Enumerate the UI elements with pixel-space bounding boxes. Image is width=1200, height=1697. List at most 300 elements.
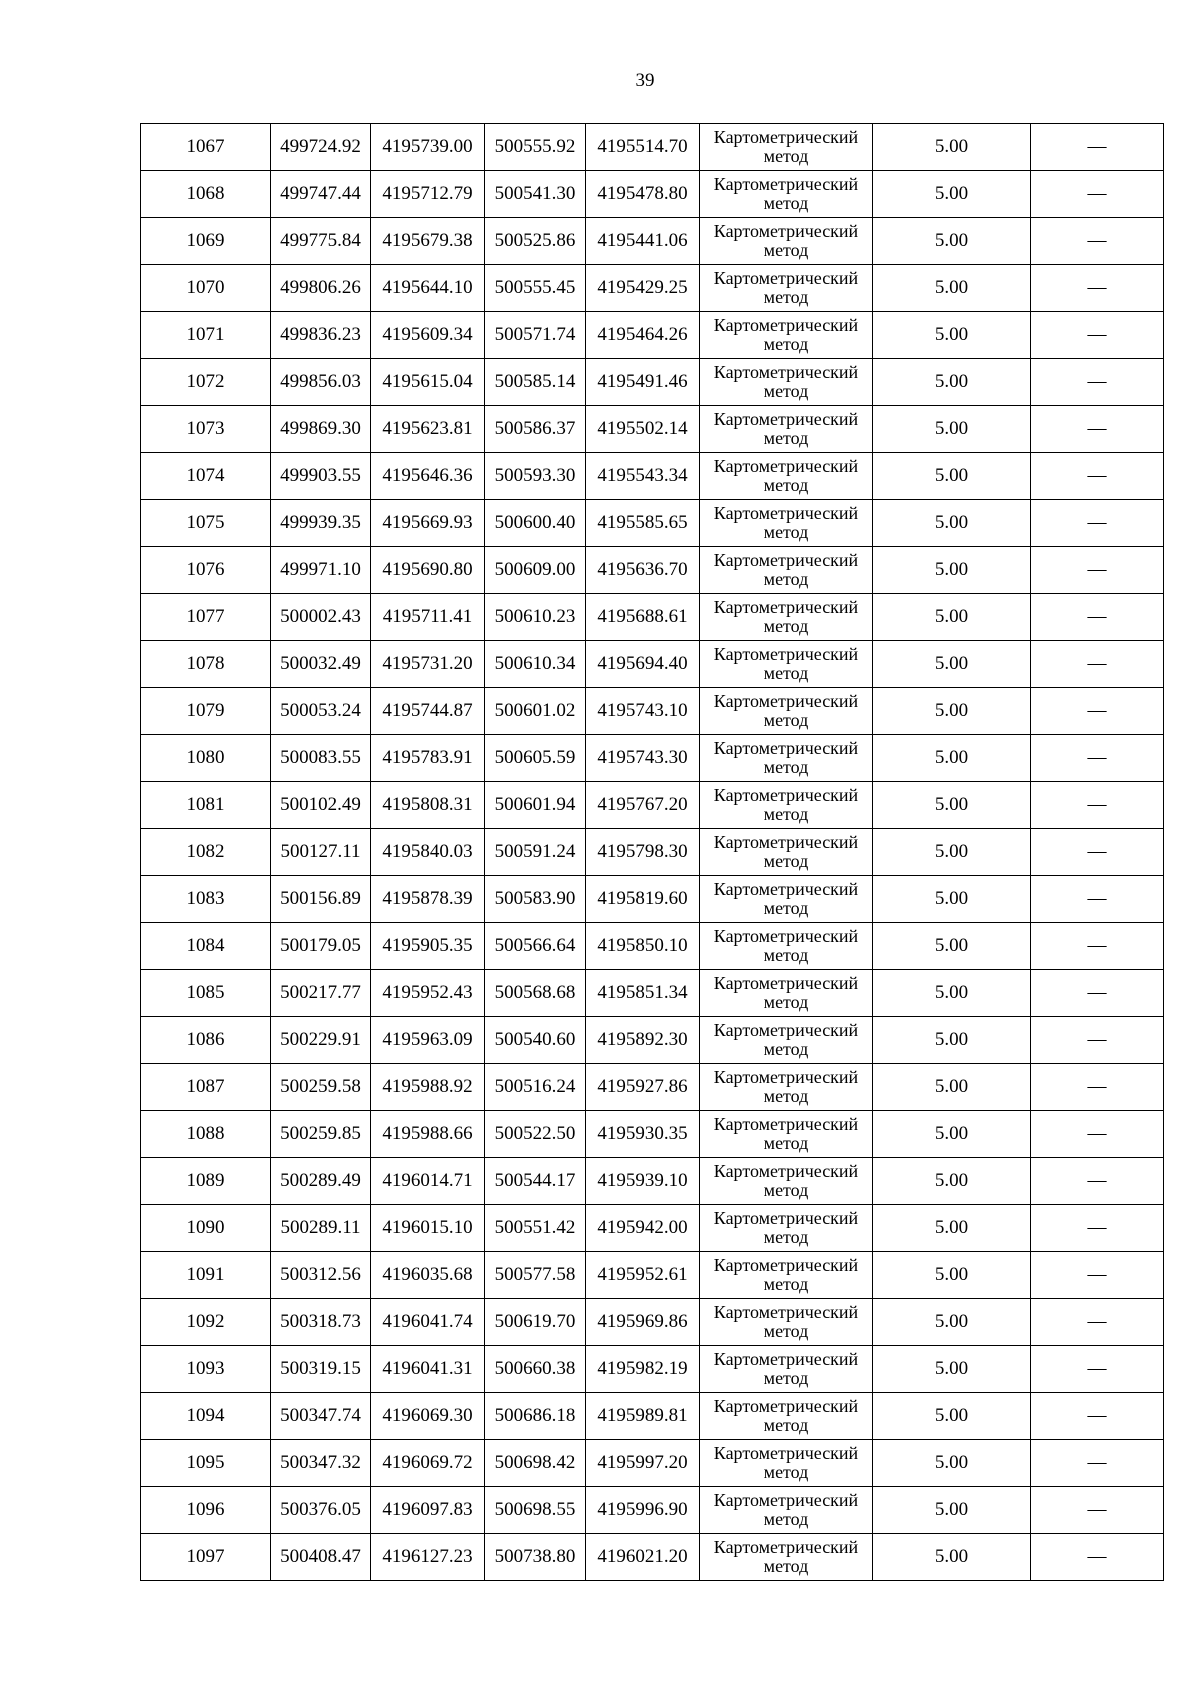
y1-cell: 4195712.79 — [371, 171, 485, 218]
method-cell — [700, 1017, 873, 1064]
method-cell — [700, 970, 873, 1017]
x1-cell: 500318.73 — [271, 1299, 371, 1346]
y2-cell: 4195939.10 — [586, 1158, 700, 1205]
accuracy-cell: 5.00 — [873, 1393, 1031, 1440]
note-cell: — — [1031, 453, 1164, 500]
x1-cell: 499836.23 — [271, 312, 371, 359]
table-row — [141, 453, 1164, 500]
accuracy-cell: 5.00 — [873, 876, 1031, 923]
note-cell: — — [1031, 1440, 1164, 1487]
method-cell — [700, 1111, 873, 1158]
accuracy-cell: 5.00 — [873, 1440, 1031, 1487]
accuracy-cell: 5.00 — [873, 171, 1031, 218]
x2-cell: 500619.70 — [485, 1299, 586, 1346]
x2-cell: 500605.59 — [485, 735, 586, 782]
x2-cell: 500600.40 — [485, 500, 586, 547]
y1-cell: 4195609.34 — [371, 312, 485, 359]
table-row — [141, 923, 1164, 970]
method-line-1: Картометрический — [713, 832, 859, 852]
method-cell — [700, 1534, 873, 1581]
method-line-1: Картометрический — [713, 879, 859, 899]
method-cell — [700, 876, 873, 923]
note-cell: — — [1031, 688, 1164, 735]
method-cell — [700, 1205, 873, 1252]
method-line-1: Картометрический — [713, 1537, 859, 1557]
note-cell: — — [1031, 923, 1164, 970]
y1-cell: 4196069.30 — [371, 1393, 485, 1440]
method-line-1: Картометрический — [713, 785, 859, 805]
x1-cell: 499724.92 — [271, 124, 371, 171]
point-number-cell: 1094 — [141, 1393, 271, 1440]
x2-cell: 500522.50 — [485, 1111, 586, 1158]
x1-cell: 500408.47 — [271, 1534, 371, 1581]
method-cell — [700, 735, 873, 782]
method-line-2: метод — [763, 193, 809, 213]
accuracy-cell: 5.00 — [873, 688, 1031, 735]
y1-cell: 4195878.39 — [371, 876, 485, 923]
method-line-2: метод — [763, 1462, 809, 1482]
method-cell — [700, 1393, 873, 1440]
accuracy-cell: 5.00 — [873, 312, 1031, 359]
x2-cell: 500585.14 — [485, 359, 586, 406]
y1-cell: 4196097.83 — [371, 1487, 485, 1534]
y2-cell: 4195743.10 — [586, 688, 700, 735]
y2-cell: 4195798.30 — [586, 829, 700, 876]
table-row — [141, 876, 1164, 923]
accuracy-cell: 5.00 — [873, 406, 1031, 453]
x1-cell: 500289.11 — [271, 1205, 371, 1252]
note-cell: — — [1031, 1252, 1164, 1299]
y2-cell: 4195514.70 — [586, 124, 700, 171]
x2-cell: 500555.92 — [485, 124, 586, 171]
x2-cell: 500525.86 — [485, 218, 586, 265]
table-row — [141, 1299, 1164, 1346]
method-line-1: Картометрический — [713, 315, 859, 335]
point-number-cell: 1075 — [141, 500, 271, 547]
point-number-cell: 1082 — [141, 829, 271, 876]
y1-cell: 4195963.09 — [371, 1017, 485, 1064]
method-cell — [700, 124, 873, 171]
y1-cell: 4196035.68 — [371, 1252, 485, 1299]
point-number-cell: 1084 — [141, 923, 271, 970]
point-number-cell: 1093 — [141, 1346, 271, 1393]
point-number-cell: 1085 — [141, 970, 271, 1017]
point-number-cell: 1069 — [141, 218, 271, 265]
method-line-2: метод — [763, 1086, 809, 1106]
method-line-2: метод — [763, 428, 809, 448]
x2-cell: 500698.42 — [485, 1440, 586, 1487]
table-row — [141, 359, 1164, 406]
point-number-cell: 1086 — [141, 1017, 271, 1064]
table-row — [141, 1205, 1164, 1252]
table-row — [141, 312, 1164, 359]
x2-cell: 500555.45 — [485, 265, 586, 312]
accuracy-cell: 5.00 — [873, 500, 1031, 547]
method-line-2: метод — [763, 240, 809, 260]
y2-cell: 4195464.26 — [586, 312, 700, 359]
y2-cell: 4195982.19 — [586, 1346, 700, 1393]
y2-cell: 4195892.30 — [586, 1017, 700, 1064]
method-line-2: метод — [763, 569, 809, 589]
point-number-cell: 1079 — [141, 688, 271, 735]
y1-cell: 4196014.71 — [371, 1158, 485, 1205]
x2-cell: 500540.60 — [485, 1017, 586, 1064]
y2-cell: 4195767.20 — [586, 782, 700, 829]
point-number-cell: 1081 — [141, 782, 271, 829]
method-cell — [700, 547, 873, 594]
method-cell — [700, 782, 873, 829]
method-cell — [700, 312, 873, 359]
accuracy-cell: 5.00 — [873, 1299, 1031, 1346]
x2-cell: 500660.38 — [485, 1346, 586, 1393]
method-line-1: Картометрический — [713, 1396, 859, 1416]
y2-cell: 4195491.46 — [586, 359, 700, 406]
y2-cell: 4195819.60 — [586, 876, 700, 923]
note-cell: — — [1031, 312, 1164, 359]
accuracy-cell: 5.00 — [873, 124, 1031, 171]
table-row — [141, 594, 1164, 641]
y2-cell: 4195743.30 — [586, 735, 700, 782]
y1-cell: 4195988.92 — [371, 1064, 485, 1111]
table-row — [141, 782, 1164, 829]
method-cell — [700, 218, 873, 265]
y1-cell: 4195679.38 — [371, 218, 485, 265]
accuracy-cell: 5.00 — [873, 547, 1031, 594]
method-line-1: Картометрический — [713, 127, 859, 147]
method-cell — [700, 594, 873, 641]
method-line-2: метод — [763, 1556, 809, 1576]
method-cell — [700, 1487, 873, 1534]
table-row — [141, 735, 1164, 782]
x1-cell: 500102.49 — [271, 782, 371, 829]
y1-cell: 4195744.87 — [371, 688, 485, 735]
y1-cell: 4195711.41 — [371, 594, 485, 641]
accuracy-cell: 5.00 — [873, 970, 1031, 1017]
method-cell — [700, 265, 873, 312]
x1-cell: 500319.15 — [271, 1346, 371, 1393]
point-number-cell: 1078 — [141, 641, 271, 688]
method-line-2: метод — [763, 616, 809, 636]
method-line-2: метод — [763, 1039, 809, 1059]
accuracy-cell: 5.00 — [873, 782, 1031, 829]
point-number-cell: 1071 — [141, 312, 271, 359]
accuracy-cell: 5.00 — [873, 1017, 1031, 1064]
x2-cell: 500609.00 — [485, 547, 586, 594]
table-row — [141, 829, 1164, 876]
x1-cell: 500032.49 — [271, 641, 371, 688]
note-cell: — — [1031, 970, 1164, 1017]
x1-cell: 500053.24 — [271, 688, 371, 735]
accuracy-cell: 5.00 — [873, 1205, 1031, 1252]
method-line-2: метод — [763, 146, 809, 166]
method-line-2: метод — [763, 663, 809, 683]
x1-cell: 499939.35 — [271, 500, 371, 547]
point-number-cell: 1097 — [141, 1534, 271, 1581]
method-line-2: метод — [763, 1368, 809, 1388]
method-line-2: метод — [763, 1509, 809, 1529]
y1-cell: 4195952.43 — [371, 970, 485, 1017]
x1-cell: 500229.91 — [271, 1017, 371, 1064]
table-row — [141, 641, 1164, 688]
note-cell: — — [1031, 1017, 1164, 1064]
method-line-2: метод — [763, 287, 809, 307]
method-line-1: Картометрический — [713, 1255, 859, 1275]
point-number-cell: 1077 — [141, 594, 271, 641]
method-line-1: Картометрический — [713, 456, 859, 476]
note-cell: — — [1031, 1111, 1164, 1158]
note-cell: — — [1031, 594, 1164, 641]
x1-cell: 500179.05 — [271, 923, 371, 970]
y2-cell: 4195694.40 — [586, 641, 700, 688]
point-number-cell: 1070 — [141, 265, 271, 312]
accuracy-cell: 5.00 — [873, 1534, 1031, 1581]
table-row — [141, 1534, 1164, 1581]
point-number-cell: 1090 — [141, 1205, 271, 1252]
method-cell — [700, 829, 873, 876]
x2-cell: 500601.02 — [485, 688, 586, 735]
table-row — [141, 1346, 1164, 1393]
y2-cell: 4195478.80 — [586, 171, 700, 218]
method-line-1: Картометрический — [713, 221, 859, 241]
method-cell — [700, 406, 873, 453]
point-number-cell: 1087 — [141, 1064, 271, 1111]
x2-cell: 500568.68 — [485, 970, 586, 1017]
x1-cell: 500127.11 — [271, 829, 371, 876]
point-number-cell: 1074 — [141, 453, 271, 500]
x2-cell: 500541.30 — [485, 171, 586, 218]
accuracy-cell: 5.00 — [873, 1064, 1031, 1111]
method-cell — [700, 453, 873, 500]
y2-cell: 4195996.90 — [586, 1487, 700, 1534]
x2-cell: 500586.37 — [485, 406, 586, 453]
y1-cell: 4196041.31 — [371, 1346, 485, 1393]
method-cell — [700, 359, 873, 406]
note-cell: — — [1031, 641, 1164, 688]
x2-cell: 500591.24 — [485, 829, 586, 876]
method-cell — [700, 688, 873, 735]
accuracy-cell: 5.00 — [873, 1487, 1031, 1534]
y1-cell: 4195690.80 — [371, 547, 485, 594]
method-line-2: метод — [763, 1133, 809, 1153]
point-number-cell: 1067 — [141, 124, 271, 171]
x2-cell: 500593.30 — [485, 453, 586, 500]
method-line-1: Картометрический — [713, 503, 859, 523]
note-cell: — — [1031, 1064, 1164, 1111]
table-row — [141, 406, 1164, 453]
table-row — [141, 124, 1164, 171]
method-line-2: метод — [763, 710, 809, 730]
method-line-2: метод — [763, 475, 809, 495]
method-line-1: Картометрический — [713, 409, 859, 429]
y1-cell: 4195646.36 — [371, 453, 485, 500]
point-number-cell: 1096 — [141, 1487, 271, 1534]
note-cell: — — [1031, 1393, 1164, 1440]
table-row — [141, 547, 1164, 594]
accuracy-cell: 5.00 — [873, 923, 1031, 970]
y2-cell: 4195850.10 — [586, 923, 700, 970]
accuracy-cell: 5.00 — [873, 1346, 1031, 1393]
method-cell — [700, 500, 873, 547]
x1-cell: 499856.03 — [271, 359, 371, 406]
note-cell: — — [1031, 1158, 1164, 1205]
method-line-1: Картометрический — [713, 1067, 859, 1087]
method-line-2: метод — [763, 851, 809, 871]
table-row — [141, 1487, 1164, 1534]
method-cell — [700, 1346, 873, 1393]
method-line-1: Картометрический — [713, 597, 859, 617]
y1-cell: 4196041.74 — [371, 1299, 485, 1346]
method-cell — [700, 923, 873, 970]
table-row — [141, 1440, 1164, 1487]
note-cell: — — [1031, 171, 1164, 218]
accuracy-cell: 5.00 — [873, 641, 1031, 688]
point-number-cell: 1095 — [141, 1440, 271, 1487]
x2-cell: 500551.42 — [485, 1205, 586, 1252]
accuracy-cell: 5.00 — [873, 1252, 1031, 1299]
table-row — [141, 1252, 1164, 1299]
y2-cell: 4195930.35 — [586, 1111, 700, 1158]
point-number-cell: 1073 — [141, 406, 271, 453]
point-number-cell: 1076 — [141, 547, 271, 594]
method-cell — [700, 171, 873, 218]
x2-cell: 500610.23 — [485, 594, 586, 641]
method-line-1: Картометрический — [713, 926, 859, 946]
y2-cell: 4195969.86 — [586, 1299, 700, 1346]
note-cell: — — [1031, 1205, 1164, 1252]
method-line-1: Картометрический — [713, 973, 859, 993]
method-line-2: метод — [763, 804, 809, 824]
method-line-2: метод — [763, 898, 809, 918]
y2-cell: 4195585.65 — [586, 500, 700, 547]
y1-cell: 4196127.23 — [371, 1534, 485, 1581]
method-cell — [700, 1252, 873, 1299]
method-line-2: метод — [763, 1274, 809, 1294]
point-number-cell: 1092 — [141, 1299, 271, 1346]
note-cell: — — [1031, 735, 1164, 782]
method-line-2: метод — [763, 1321, 809, 1341]
accuracy-cell: 5.00 — [873, 265, 1031, 312]
y2-cell: 4195543.34 — [586, 453, 700, 500]
x1-cell: 499775.84 — [271, 218, 371, 265]
method-line-1: Картометрический — [713, 1302, 859, 1322]
accuracy-cell: 5.00 — [873, 829, 1031, 876]
y2-cell: 4195989.81 — [586, 1393, 700, 1440]
method-line-2: метод — [763, 1415, 809, 1435]
x1-cell: 500347.32 — [271, 1440, 371, 1487]
x2-cell: 500698.55 — [485, 1487, 586, 1534]
table-row — [141, 1111, 1164, 1158]
point-number-cell: 1080 — [141, 735, 271, 782]
x1-cell: 500259.85 — [271, 1111, 371, 1158]
method-cell — [700, 641, 873, 688]
accuracy-cell: 5.00 — [873, 359, 1031, 406]
x2-cell: 500686.18 — [485, 1393, 586, 1440]
method-line-1: Картометрический — [713, 644, 859, 664]
method-cell — [700, 1440, 873, 1487]
x1-cell: 499806.26 — [271, 265, 371, 312]
y2-cell: 4196021.20 — [586, 1534, 700, 1581]
y1-cell: 4195669.93 — [371, 500, 485, 547]
note-cell: — — [1031, 1534, 1164, 1581]
x2-cell: 500571.74 — [485, 312, 586, 359]
coordinates-table — [140, 123, 1164, 1581]
table-row — [141, 970, 1164, 1017]
method-line-1: Картометрический — [713, 691, 859, 711]
point-number-cell: 1083 — [141, 876, 271, 923]
x1-cell: 500289.49 — [271, 1158, 371, 1205]
note-cell: — — [1031, 1487, 1164, 1534]
point-number-cell: 1068 — [141, 171, 271, 218]
method-line-1: Картометрический — [713, 1490, 859, 1510]
page-number: 39 — [635, 70, 655, 91]
method-line-1: Картометрический — [713, 1443, 859, 1463]
method-line-1: Картометрический — [713, 738, 859, 758]
method-line-1: Картометрический — [713, 1020, 859, 1040]
table-row — [141, 688, 1164, 735]
method-cell — [700, 1064, 873, 1111]
accuracy-cell: 5.00 — [873, 1158, 1031, 1205]
y1-cell: 4195644.10 — [371, 265, 485, 312]
y1-cell: 4195615.04 — [371, 359, 485, 406]
y2-cell: 4195851.34 — [586, 970, 700, 1017]
note-cell: — — [1031, 1299, 1164, 1346]
x2-cell: 500516.24 — [485, 1064, 586, 1111]
table-row — [141, 1064, 1164, 1111]
y1-cell: 4195808.31 — [371, 782, 485, 829]
x1-cell: 499903.55 — [271, 453, 371, 500]
x1-cell: 500002.43 — [271, 594, 371, 641]
note-cell: — — [1031, 547, 1164, 594]
note-cell: — — [1031, 500, 1164, 547]
table-row — [141, 500, 1164, 547]
y2-cell: 4195441.06 — [586, 218, 700, 265]
method-line-1: Картометрический — [713, 174, 859, 194]
method-line-1: Картометрический — [713, 268, 859, 288]
method-line-2: метод — [763, 757, 809, 777]
accuracy-cell: 5.00 — [873, 218, 1031, 265]
table-row — [141, 1393, 1164, 1440]
x2-cell: 500577.58 — [485, 1252, 586, 1299]
y1-cell: 4195731.20 — [371, 641, 485, 688]
x2-cell: 500601.94 — [485, 782, 586, 829]
method-line-1: Картометрический — [713, 1114, 859, 1134]
method-line-2: метод — [763, 334, 809, 354]
y2-cell: 4195429.25 — [586, 265, 700, 312]
x1-cell: 499869.30 — [271, 406, 371, 453]
table-row — [141, 218, 1164, 265]
note-cell: — — [1031, 876, 1164, 923]
point-number-cell: 1091 — [141, 1252, 271, 1299]
table-row — [141, 1158, 1164, 1205]
note-cell: — — [1031, 124, 1164, 171]
method-line-1: Картометрический — [713, 550, 859, 570]
x1-cell: 500376.05 — [271, 1487, 371, 1534]
y1-cell: 4195905.35 — [371, 923, 485, 970]
method-line-1: Картометрический — [713, 362, 859, 382]
accuracy-cell: 5.00 — [873, 735, 1031, 782]
method-cell — [700, 1299, 873, 1346]
y2-cell: 4195502.14 — [586, 406, 700, 453]
table-body — [141, 124, 1164, 1581]
x1-cell: 500259.58 — [271, 1064, 371, 1111]
note-cell: — — [1031, 265, 1164, 312]
method-line-2: метод — [763, 1180, 809, 1200]
table-row — [141, 1017, 1164, 1064]
y1-cell: 4195783.91 — [371, 735, 485, 782]
y1-cell: 4195988.66 — [371, 1111, 485, 1158]
x2-cell: 500610.34 — [485, 641, 586, 688]
y2-cell: 4195636.70 — [586, 547, 700, 594]
